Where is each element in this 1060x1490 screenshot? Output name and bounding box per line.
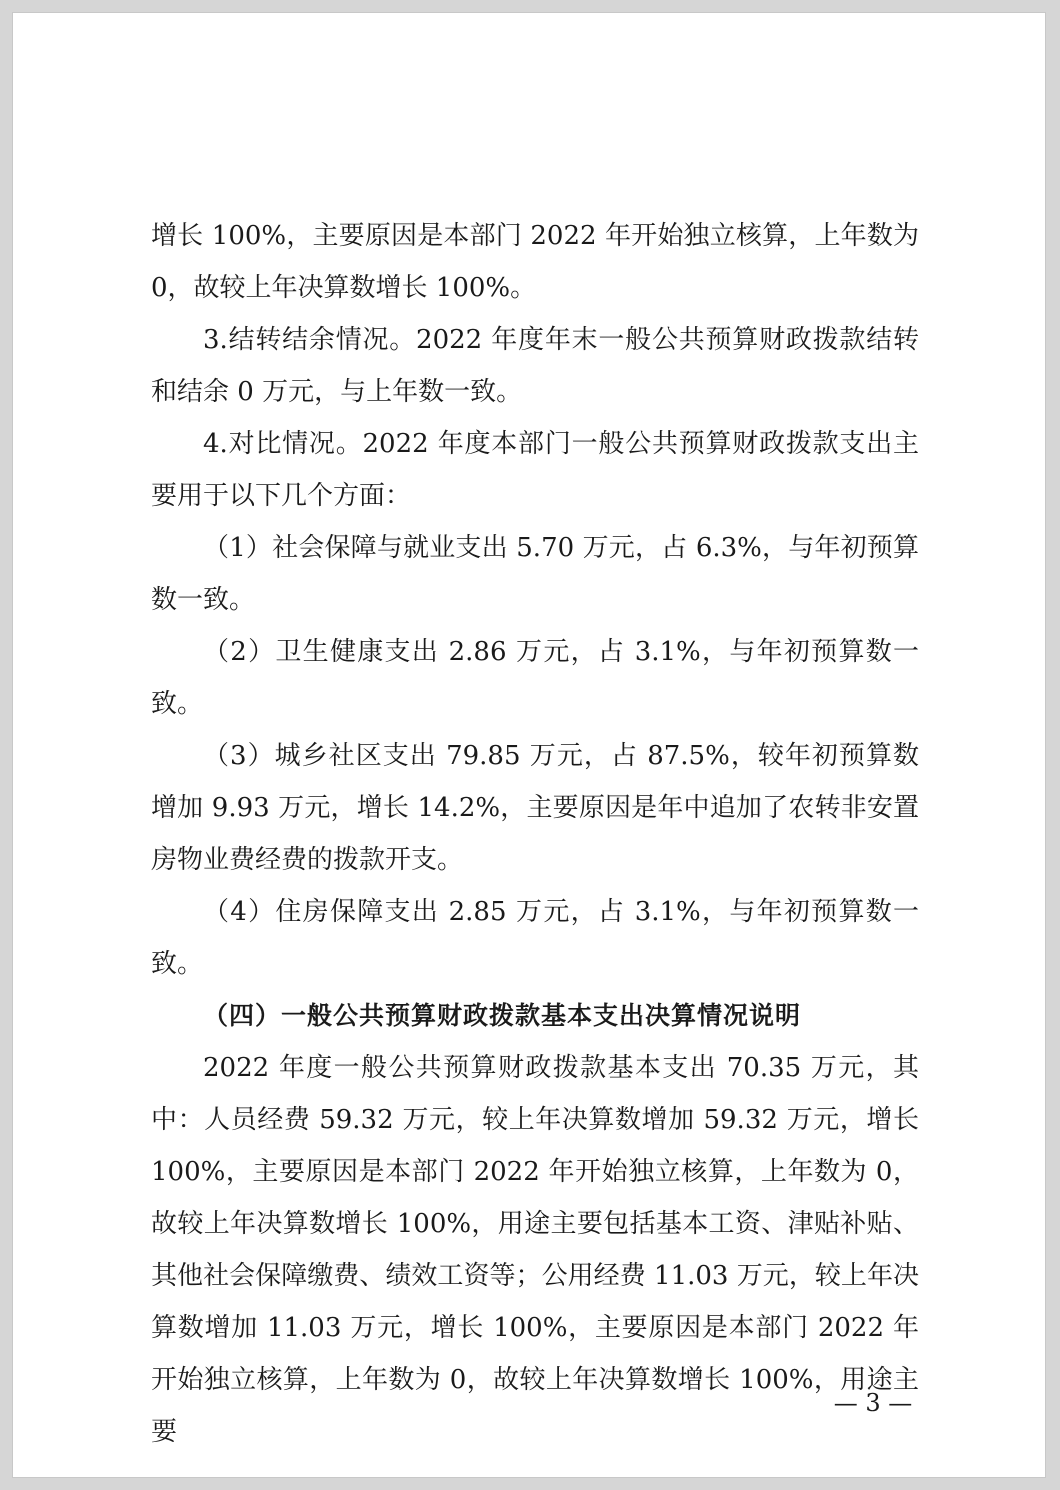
paragraph-comparison: 4.对比情况。2022 年度本部门一般公共预算财政拨款支出主要用于以下几个方面： [151,429,919,511]
section-heading-basic-expenditure: （四）一般公共预算财政拨款基本支出决算情况说明 [203,1001,802,1030]
paragraph-growth-continuation: 增长 100%，主要原因是本部门 2022 年开始独立核算，上年数为 0，故较上年决算数增长 100%。 [151,221,919,303]
document-page [12,12,1046,1478]
paragraph-carryover-balance: 3.结转结余情况。2022 年度年末一般公共预算财政拨款结转和结余 0 万元，与上年数一致。 [151,325,919,407]
paragraph-urban-rural: （3）城乡社区支出 79.85 万元，占 87.5%，较年初预算数增加 9.93 万元，增长 14.2%，主要原因是年中追加了农转非安置房物业费经费的拨款开支。 [151,741,919,875]
paragraph-housing: （4）住房保障支出 2.85 万元，占 3.1%，与年初预算数一致。 [151,897,919,979]
paragraph-health: （2）卫生健康支出 2.86 万元，占 3.1%，与年初预算数一致。 [151,637,919,719]
paragraph-basic-expenditure: 2022 年度一般公共预算财政拨款基本支出 70.35 万元，其中：人员经费 59.32 万元，较上年决算数增加 59.32 万元，增长 100%，主要原因是本部门 2022 年开始独立核算，上年数为 0，故较上年决算数增长 100%，用途主要包括基本工资、津贴补贴、其他社会保障缴费、绩效工资等；公用经费 11.03 万元，较上年决算数增加 11.03 万元，增长 100%，主要原因是本部门 2022 年开始独立核算，上年数为 0，故较上年决算数增长 100%，用途主要 [151,1053,919,1447]
document-body [151,210,919,1458]
paragraph-social-security: （1）社会保障与就业支出 5.70 万元，占 6.3%，与年初预算数一致。 [151,533,919,615]
page-number: — 3 — [833,1389,913,1417]
